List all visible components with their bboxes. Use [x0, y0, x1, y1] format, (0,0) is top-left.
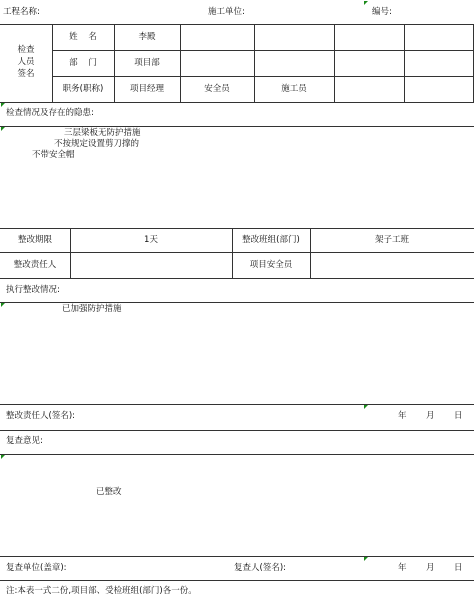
contractor-label: 施工单位:: [208, 7, 245, 17]
cell-marker: [364, 405, 368, 409]
hazard-line: 不按规定设置剪刀撑的: [54, 139, 140, 149]
row-line: [0, 24, 474, 25]
review-label: 复查意见:: [6, 436, 43, 446]
safety-officer-label: 项目安全员: [249, 260, 293, 270]
hazards-label: 检查情况及存在的隐患:: [6, 108, 94, 118]
row-line: [0, 454, 474, 455]
row-line: [52, 50, 474, 51]
deadline-label: 整改期限: [17, 235, 52, 245]
row-line: [0, 302, 474, 303]
row-line: [0, 430, 474, 431]
row-line: [52, 76, 474, 77]
col-line: [404, 24, 405, 102]
position-value: 项目经理: [129, 84, 164, 94]
review-unit-label: 复查单位(盖章):: [6, 563, 67, 573]
position-value: 施工员: [281, 84, 307, 94]
cell-marker: [1, 455, 5, 459]
day-label: 日: [454, 563, 463, 573]
position-value: 安全员: [204, 84, 230, 94]
cell-marker: [364, 557, 368, 561]
position-label: 职务(职称): [62, 84, 104, 94]
execution-content: 已加强防护措施: [62, 304, 122, 314]
number-label: 编号:: [372, 7, 392, 17]
cell-marker: [1, 303, 5, 307]
name-label: 姓 名: [69, 32, 97, 42]
row-line: [0, 228, 474, 229]
dept-label: 部 门: [69, 58, 97, 68]
row-line: [0, 278, 474, 279]
year-label: 年: [398, 411, 407, 421]
inspector-group-label: 检查: [17, 45, 35, 55]
execution-label: 执行整改情况:: [6, 285, 60, 295]
col-line: [334, 24, 335, 102]
row-line: [0, 404, 474, 405]
deadline-value: 1天: [144, 235, 158, 245]
month-label: 月: [426, 411, 435, 421]
month-label: 月: [426, 563, 435, 573]
row-line: [0, 252, 474, 253]
review-content: 已整改: [96, 487, 122, 497]
responsible-person-label: 整改责任人: [13, 260, 57, 270]
row-line: [0, 126, 474, 127]
hazard-line: 三层梁板无防护措施: [64, 128, 141, 138]
inspector-group-label: 签名: [17, 69, 35, 79]
reviewer-label: 复查人(签名):: [234, 563, 286, 573]
footer-note: 注:本表一式二份,项目部、受检班组(部门)各一份。: [6, 586, 197, 596]
team-value: 架子工班: [374, 235, 409, 245]
project-name-label: 工程名称:: [3, 7, 40, 17]
year-label: 年: [398, 563, 407, 573]
team-label: 整改班组(部门): [242, 235, 300, 245]
hazard-line: 不带安全帽: [32, 150, 75, 160]
cell-marker: [1, 103, 5, 107]
row-line: [0, 102, 474, 103]
cell-marker: [1, 127, 5, 131]
inspector-group-label: 人员: [17, 57, 35, 67]
cell-marker: [364, 1, 368, 5]
execution-sign-label: 整改责任人(签名):: [6, 411, 75, 421]
row-line: [0, 580, 474, 581]
row-line: [0, 556, 474, 557]
day-label: 日: [454, 411, 463, 421]
dept-value: 项目部: [134, 58, 160, 68]
name-value: 李殿: [138, 32, 156, 42]
